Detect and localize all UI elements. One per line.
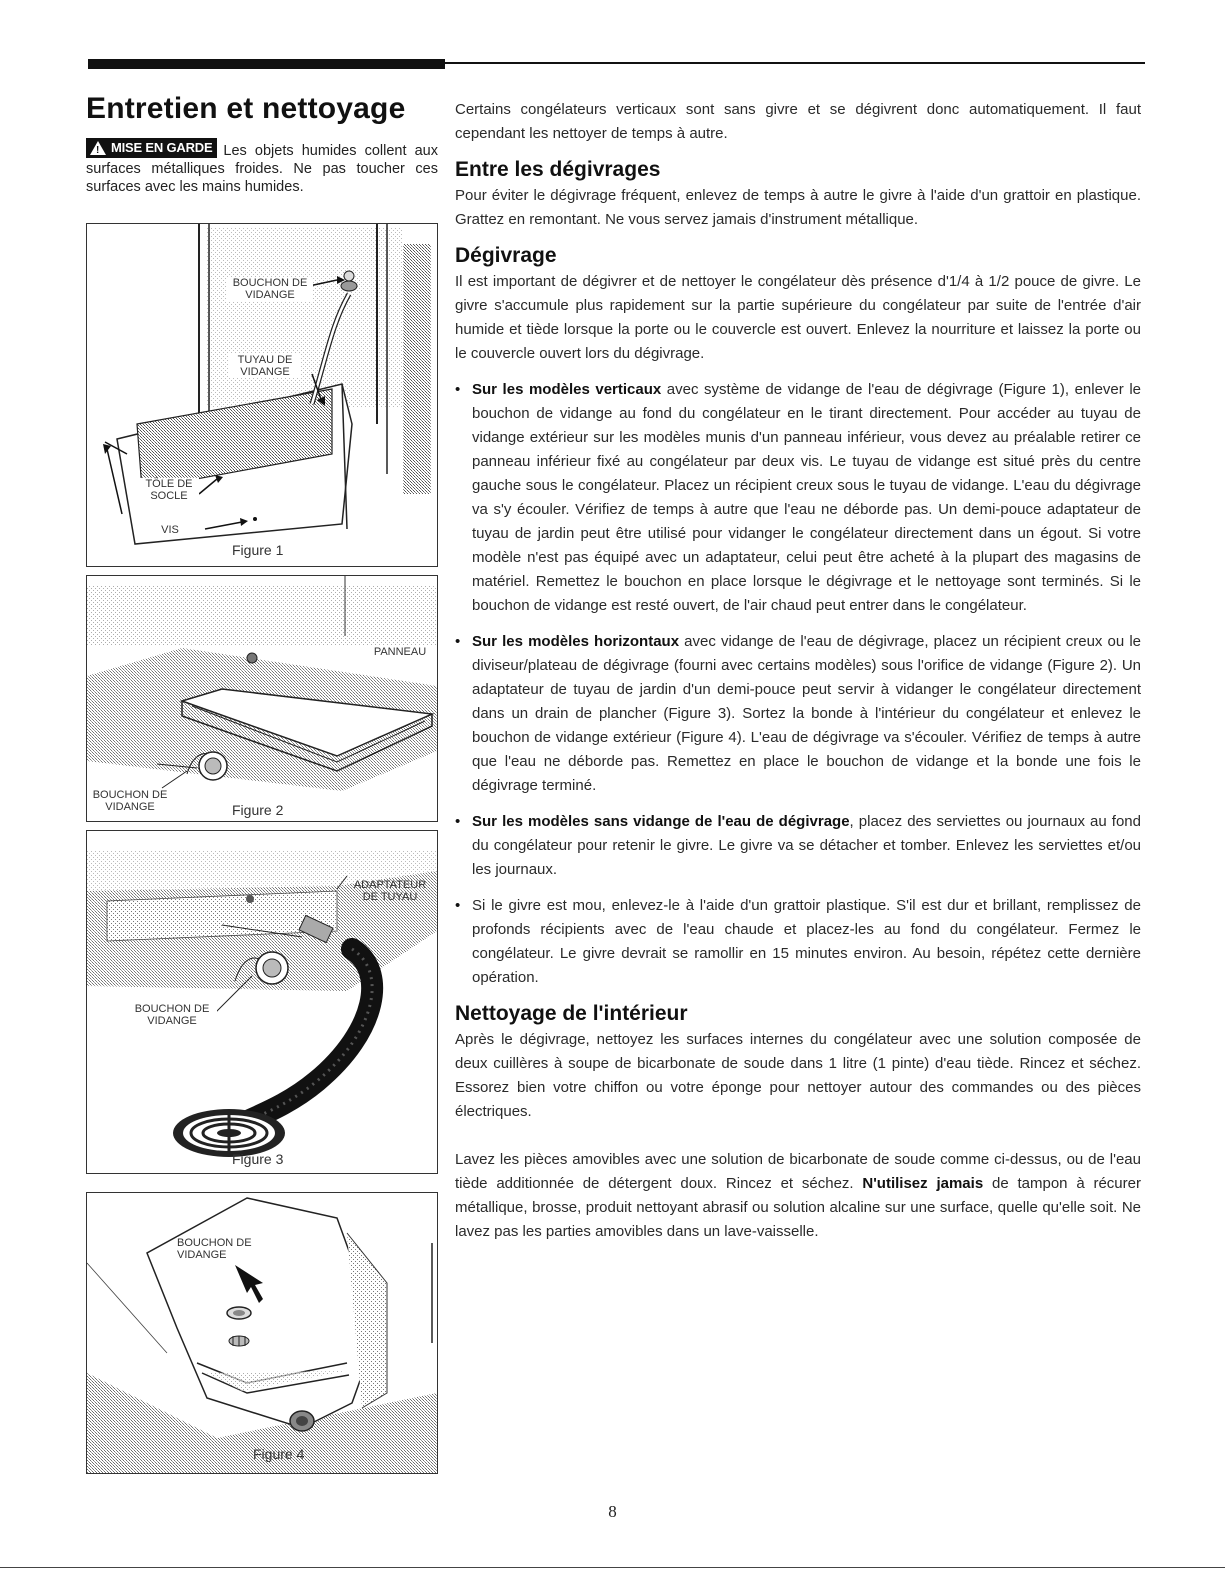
- figure-1-illustration: [87, 224, 437, 566]
- list-item-lead: Sur les modèles sans vidange de l'eau de dégivrage: [472, 813, 850, 830]
- section-defrosting-text: Il est important de dégivrer et de nettoyer le congélateur dès présence d'1/4 à 1/2 pouce de givre. Le givre s'accumule plus rapidement sur la partie supérieure du congélateur par suite de l'entrée d'air humide et tiède lorsque la porte ou le couvercle est ouvert. Enlevez la nourriture et laissez la porte ou le couvercle ouvert lors du dégivrage.: [455, 273, 1141, 362]
- figure-3-label-hose-adapter: ADAPTATEUR DE TUYAU: [353, 879, 427, 903]
- figure-1-label-drain-plug: BOUCHON DE VIDANGE: [227, 277, 313, 301]
- header-rule-thin: [445, 62, 1145, 64]
- figure-1-label-base-plate: TÔLE DE SOCLE: [139, 478, 199, 502]
- defrost-instructions-list: [455, 378, 1141, 990]
- list-item-no-drain-models: [455, 810, 1141, 882]
- paragraph-text-end: de tampon à récurer métallique, brosse, produit nettoyant abrasif ou solution alcaline sur une surface, quelle qu'elle soit. Ne lavez pas les parties amovibles dans un lave-vaisselle.: [455, 1175, 1141, 1240]
- figure-3: [86, 830, 438, 1174]
- warning-box: [86, 138, 438, 196]
- figure-1: [86, 223, 438, 567]
- figure-2-label-drain-plug: BOUCHON DE VIDANGE: [92, 789, 168, 813]
- never-use-emphasis: N'utilisez jamais: [862, 1175, 984, 1192]
- list-item-lead: Sur les modèles horizontaux: [472, 633, 680, 650]
- section-heading-defrosting: Dégivrage: [455, 244, 557, 267]
- list-item-text: , placez des serviettes ou journaux au fond du congélateur pour retenir le givre. Le givre va se détacher et tomber. Enlevez les serviettes et/ou les journaux.: [472, 813, 1141, 878]
- figure-2-caption: Figure 2: [232, 802, 284, 818]
- figure-3-caption: Figure 3: [232, 1151, 284, 1167]
- page-title: Entretien et nettoyage: [86, 92, 406, 125]
- warning-text: Les objets humides collent aux surfaces métalliques froides. Ne pas toucher ces surfaces avec les mains humides.: [86, 143, 438, 195]
- section-interior-cleaning-text-2: [455, 1148, 1141, 1244]
- list-item-soft-frost: [455, 894, 1141, 990]
- list-item-upright-models: [455, 378, 1141, 618]
- figure-1-caption: Figure 1: [232, 542, 284, 558]
- section-heading-interior-cleaning: Nettoyage de l'intérieur: [455, 1002, 688, 1025]
- figure-4-illustration: [87, 1193, 437, 1473]
- figure-1-label-screws: VIS: [161, 524, 179, 536]
- main-text-column: [455, 98, 1141, 1244]
- figure-2-illustration: [87, 576, 437, 821]
- figure-2: [86, 575, 438, 822]
- list-item-text: avec vidange de l'eau de dégivrage, placez un récipient creux ou le diviseur/plateau de dégivrage (fourni avec certains modèles) sous l'orifice de vidange (Figure 2). Un adaptateur de tuyau de jardin d'un demi-pouce peut servir à vidanger le congélateur directement dans un drain de plancher (Figure 3). Sortez la bonde à l'intérieur du congélateur et enlevez le bouchon de vidange extérieur (Figure 4). L'eau de dégivrage va s'écouler. Vérifiez de temps à autre que l'eau ne déborde pas. Remettez en place le bouchon de vidange et la bonde une fois le dégivrage terminé.: [472, 633, 1141, 794]
- list-item-text: Si le givre est mou, enlevez-le à l'aide d'un grattoir plastique. S'il est dur et brillant, remplissez de profonds récipients avec de l'eau chaude et placez-les au fond du congélateur. Fermez le congélateur. Le givre devrait se ramollir en 15 minutes environ. Au besoin, répétez cette dernière opération.: [472, 897, 1141, 986]
- list-item-lead: Sur les modèles verticaux: [472, 381, 662, 398]
- header-rule-thick: [88, 59, 445, 69]
- left-column: [86, 92, 438, 208]
- list-item-text: avec système de vidange de l'eau de dégivrage (Figure 1), enlever le bouchon de vidange au fond du congélateur en le tirant directement. Pour accéder au tuyau de vidange extérieur sur les modèles munis d'un panneau inférieur, vous devez au préalable retirer ce panneau inférieur fixé au congélateur par deux vis. Le tuyau de vidange est situé près du centre gauche sous le congélateur. Placez un récipient creux sous le tuyau de vidange. L'eau du dégivrage va s'y écouler. Vérifiez de temps à autre que l'eau ne déborde pas. Un demi-pouce adaptateur de tuyau de jardin peut être utilisé pour vidanger le congélateur directement dans un égout. Si votre modèle n'est pas équipé avec un adaptateur, celui peut être acheté à la plupart des magasins de matériel. Remettez le bouchon en place lorsque le dégivrage et le nettoyage sont terminés. Si le bouchon de vidange est resté ouvert, de l'air chaud peut entrer dans le congélateur.: [472, 381, 1141, 614]
- section-interior-cleaning-text-1: Après le dégivrage, nettoyez les surfaces internes du congélateur avec une solution composée de deux cuillères à soupe de bicarbonate de soude dans 1 litre (1 pinte) d'eau tiède. Rincez et séchez. Essorez bien votre chiffon ou votre éponge pour nettoyer autour des commandes ou des pièces électriques.: [455, 1031, 1141, 1120]
- warning-badge-label: MISE EN GARDE: [111, 140, 213, 155]
- figure-2-label-panel: PANNEAU: [373, 646, 427, 658]
- warning-badge: [86, 138, 217, 158]
- section-heading-between-defrosts: Entre les dégivrages: [455, 158, 661, 181]
- warning-triangle-icon: [90, 141, 106, 155]
- footer-rule: [0, 1567, 1225, 1568]
- page-number: 8: [608, 1502, 617, 1521]
- paragraph-text-start: Lavez les pièces amovibles avec une solution de bicarbonate de soude comme ci-dessus, ou de l'eau tiède additionnée de détergent doux. Rincez et séchez.: [455, 1151, 1141, 1192]
- figure-1-label-drain-hose: TUYAU DE VIDANGE: [229, 354, 301, 378]
- figure-4: [86, 1192, 438, 1474]
- figure-3-label-drain-plug: BOUCHON DE VIDANGE: [127, 1003, 217, 1027]
- figure-4-label-drain-plug: BOUCHON DE VIDANGE: [177, 1237, 267, 1261]
- section-between-defrosts-text: Pour éviter le dégivrage fréquent, enlevez de temps à autre le givre à l'aide d'un grattoir en plastique. Grattez en remontant. Ne vous servez jamais d'instrument métallique.: [455, 187, 1141, 228]
- intro-paragraph: Certains congélateurs verticaux sont sans givre et se dégivrent donc automatiquement. Il faut cependant les nettoyer de temps à autre.: [455, 101, 1141, 142]
- list-item-chest-models: [455, 630, 1141, 798]
- figure-4-caption: Figure 4: [253, 1446, 305, 1462]
